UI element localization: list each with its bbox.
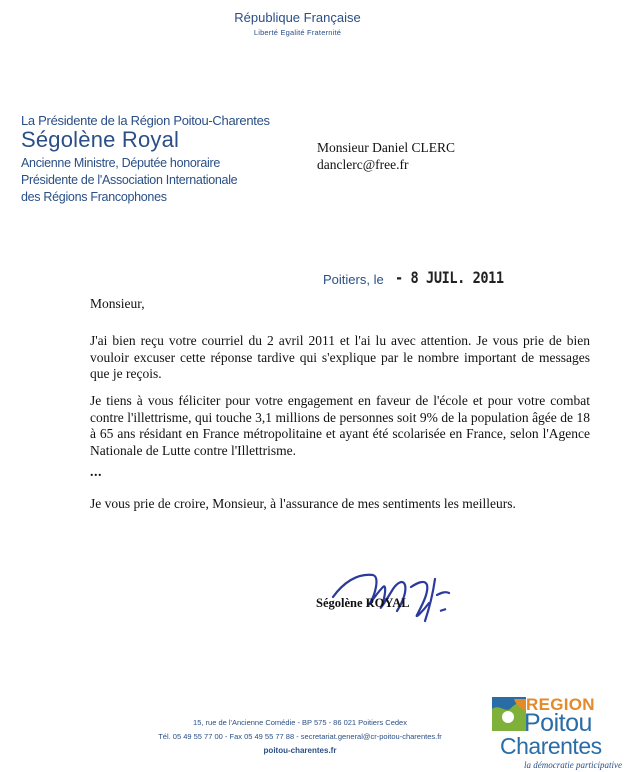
- signatory-name: Ségolène ROYAL: [316, 596, 410, 610]
- logo-region-text: REGION: [526, 695, 595, 714]
- letter-paragraph: J'ai bien reçu votre courriel du 2 avril 2011 et l'ai lu avec attention. Je vous prie de bien vouloir excuser cette réponse tardive qui s'explique par le nombre important de messages que je reçois.: [90, 333, 590, 381]
- footer-address: 15, rue de l'Ancienne Comédie - BP 575 - 86 021 Poitiers Cedex: [193, 718, 407, 727]
- handwritten-signature: [325, 565, 455, 625]
- letter-greeting: Monsieur,: [90, 296, 145, 311]
- letter-ellipsis: ...: [90, 465, 102, 480]
- sender-credential-line: Ancienne Ministre, Députée honoraire: [21, 156, 221, 170]
- footer-website: poitou-charentes.fr: [263, 746, 337, 755]
- footer-contact: Tél. 05 49 55 77 00 - Fax 05 49 55 77 88 - secretariat.general@cr-poitou-charentes.fr: [158, 732, 442, 741]
- logo-charentes-text: Charentes: [500, 733, 602, 759]
- letter-closing: Je vous prie de croire, Monsieur, à l'assurance de mes sentiments les meilleurs.: [90, 496, 516, 511]
- dateline-place: Poitiers, le: [323, 272, 384, 287]
- sender-name: Ségolène Royal: [21, 127, 180, 152]
- logo-tagline: la démocratie participative: [524, 760, 622, 770]
- sender-title: La Présidente de la Région Poitou-Charentes: [21, 113, 270, 128]
- recipient-name: Monsieur Daniel CLERC: [317, 140, 455, 155]
- region-emblem-icon: [492, 697, 526, 731]
- logo-poitou-text: Poitou: [524, 709, 592, 737]
- region-logo: [492, 695, 627, 770]
- letter-paragraph: Je tiens à vous féliciter pour votre engagement en faveur de l'école et pour votre combat contre l'illettrisme, qui touche 3,1 millions de personnes soit 9% de la population âgée de 18 à 65 ans résidant en France métropolitaine et ayant été scolarisée en France, selon l'Agence Nationale de Lutte contre l'Illettrisme.: [90, 393, 590, 458]
- sender-credential-line: des Régions Francophones: [21, 190, 167, 204]
- republique-francaise-header: République Française: [234, 10, 361, 25]
- date-stamp: - 8 JUIL. 2011: [395, 268, 504, 287]
- sender-credential-line: Présidente de l'Association Internationale: [21, 173, 238, 187]
- recipient-email: danclerc@free.fr: [317, 157, 409, 172]
- devise-line: Liberté Egalité Fraternité: [253, 28, 342, 37]
